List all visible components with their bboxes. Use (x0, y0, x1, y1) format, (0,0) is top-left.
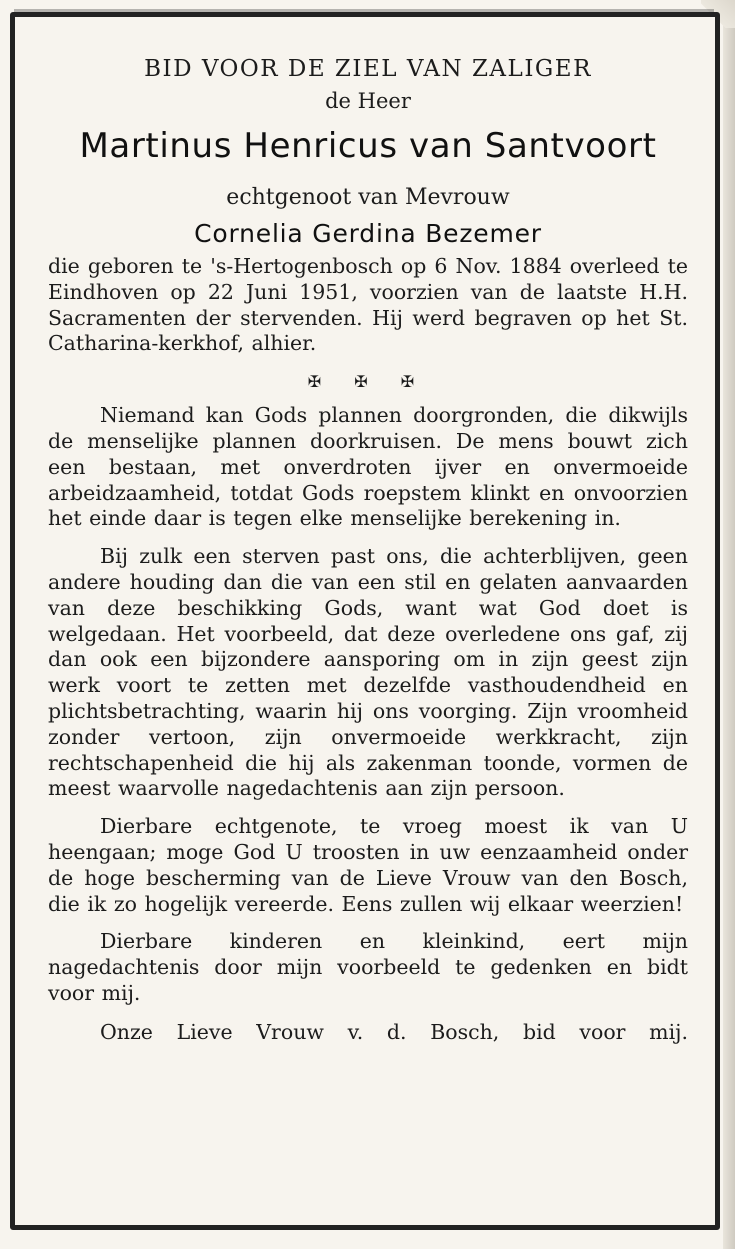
card-edge (723, 0, 735, 1249)
spouse-intro: echtgenoot van Mevrouw (226, 185, 510, 210)
card-content (48, 52, 688, 1045)
prayer-heading: BID VOOR DE ZIEL VAN ZALIGER (144, 56, 592, 82)
spouse-name: Cornelia Gerdina Bezemer (194, 219, 542, 248)
paragraph-4: Dierbare kinderen en kleinkind, eert mijn nagedachtenis door mijn voorbeeld te gedenken en bidt voor mij. (48, 929, 688, 1005)
paragraph-3: Dierbare echtgenote, te vroeg moest ik van U heengaan; moge God U troosten in uw eenzaamheid onder de hoge bescherming van de Lieve Vrouw van den Bosch, die ik zo hogelijk vereerde. Eens zullen wij elkaar weerzien! (48, 814, 688, 916)
biography: die geboren te 's-Hertogenbosch op 6 Nov. 1884 overleed te Eindhoven op 22 Juni 1951, voorzien van de laatste H.H. Sacramenten der stervenden. Hij werd begraven op het St. Catharina-kerkhof, alhier. (48, 254, 688, 356)
closing-prayer: Onze Lieve Vrouw v. d. Bosch, bid voor mij. (100, 1019, 688, 1044)
paragraph-2: Bij zulk een sterven past ons, die achterblijven, geen andere houding dan die van een stil en gelaten aanvaarden van deze beschikking Gods, want wat God doet is welgedaan. Het voorbeeld, dat deze overledene ons gaf, zij dan ook een bijzondere aansporing om in zijn geest zijn werk voort te zetten met dezelfde vasthoudendheid en plichtsbetrachting, waarin hij ons voorging. Zijn vroomheid zonder vertoon, zijn onvermoeide werkkracht, zijn rechtschapenheid die hij als zakenman toonde, vormen de meest waarvolle nagedachtenis aan zijn persoon. (48, 544, 688, 801)
honorific: de Heer (325, 89, 411, 113)
paragraph-1: Niemand kan Gods plannen doorgronden, die dikwijls de menselijke plannen doorkruisen. De mens bouwt zich een bestaan, met onverdroten ijver en onvermoeide arbeidzaamheid, totdat Gods roepstem klinkt en onvoorzien het einde daar is tegen elke menselijke berekening in. (48, 403, 688, 531)
cross-divider: ✠ ✠ ✠ (307, 372, 429, 392)
deceased-name: Martinus Henricus van Santvoort (79, 126, 657, 166)
